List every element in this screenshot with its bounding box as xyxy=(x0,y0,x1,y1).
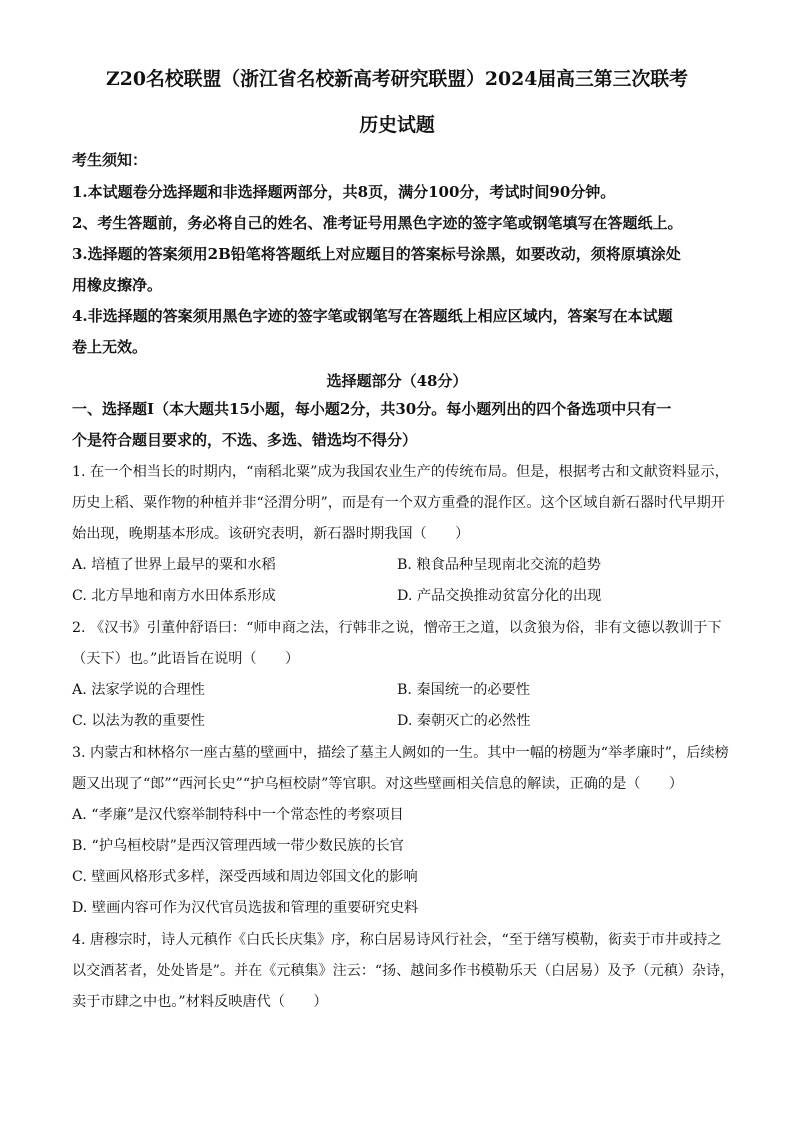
notice-heading: 考生须知： xyxy=(72,151,148,169)
q3-stem-line-1: 3. 内蒙古和林格尔一座古墓的壁画中，描绘了墓主人阙如的一生。其中一幅的榜题为“举孝廉时”，后续榜 xyxy=(72,745,729,761)
q3-option-d: D. 壁画内容可作为汉代官员选拔和管理的重要研究史料 xyxy=(72,900,419,916)
notice-item-4-line-1: 4.非选择题的答案须用黑色字迹的签字笔或钢笔写在答题纸上相应区域内，答案写在本试题 xyxy=(72,307,673,325)
exam-title: Z20名校联盟（浙江省名校新高考研究联盟）2024届高三第三次联考 xyxy=(106,68,688,90)
part1-instruction-line-2: 个是符合题目要求的，不选、多选、错选均不得分） xyxy=(72,431,418,449)
q2-option-b: B. 秦国统一的必要性 xyxy=(397,682,530,698)
q3-option-c: C. 壁画风格形式多样，深受西域和周边邻国文化的影响 xyxy=(72,869,418,885)
q1-stem-line-3: 始出现，晚期基本形成。该研究表明，新石器时期我国（ ） xyxy=(72,526,470,542)
notice-item-1: 1.本试题卷分选择题和非选择题两部分，共8页，满分100分，考试时间90分钟。 xyxy=(72,183,616,201)
part1-instruction-line-1: 一、选择题Ⅰ（本大题共15小题，每小题2分，共30分。每小题列出的四个备选项中只有一 xyxy=(72,400,672,418)
q3-stem-line-2: 题又出现了“郎”“西河长史”“护乌桓校尉”等官职。对这些壁画相关信息的解读，正确的是（ ） xyxy=(72,776,684,792)
q2-option-a: A. 法家学说的合理性 xyxy=(72,682,205,698)
q1-option-d: D. 产品交换推动贫富分化的出现 xyxy=(397,588,602,604)
q1-stem-line-2: 历史上稻、粟作物的种植并非“泾渭分明”，而是有一个双方重叠的混作区。这个区域自新石器时代早期开 xyxy=(72,495,725,511)
section-title: 选择题部分（48分） xyxy=(326,372,468,390)
exam-subtitle: 历史试题 xyxy=(359,114,435,136)
q2-stem-line-1: 2. 《汉书》引董仲舒语曰：“师申商之法，行韩非之说，憎帝王之道，以贪狼为俗，非有文德以教训于下 xyxy=(72,620,722,636)
notice-item-4-line-2: 卷上无效。 xyxy=(72,338,148,356)
notice-item-2: 2、考生答题前，务必将自己的姓名、准考证号用黑色字迹的签字笔或钢笔填写在答题纸上。 xyxy=(72,214,683,232)
q1-option-b: B. 粮食品种呈现南北交流的趋势 xyxy=(397,557,601,573)
q2-option-d: D. 秦朝灭亡的必然性 xyxy=(397,713,531,729)
q2-stem-line-2: （天下）也。”此语旨在说明（ ） xyxy=(72,651,300,667)
q1-option-a: A. 培植了世界上最早的粟和水稻 xyxy=(72,557,276,573)
q3-option-a: A. “孝廉”是汉代察举制特科中一个常态性的考察项目 xyxy=(72,807,404,823)
q4-stem-line-3: 卖于市肆之中也。”材料反映唐代（ ） xyxy=(72,994,328,1010)
q4-stem-line-2: 以交酒茗者，处处皆是”。并在《元稹集》注云：“扬、越间多作书模勒乐天（白居易）及予（元稹）杂诗， xyxy=(72,963,735,979)
notice-item-3-line-2: 用橡皮擦净。 xyxy=(72,276,163,294)
q2-option-c: C. 以法为教的重要性 xyxy=(72,713,205,729)
q1-option-c: C. 北方旱地和南方水田体系形成 xyxy=(72,588,276,604)
q3-option-b: B. “护乌桓校尉”是西汉管理西域一带少数民族的长官 xyxy=(72,838,404,854)
q1-stem-line-1: 1. 在一个相当长的时期内，“南稻北粟”成为我国农业生产的传统布局。但是，根据考古和文献资料显示， xyxy=(72,464,729,480)
q4-stem-line-1: 4. 唐穆宗时，诗人元稹作《白氏长庆集》序，称白居易诗风行社会，“至于缮写模勒，衒卖于市井或持之 xyxy=(72,932,722,948)
notice-item-3-line-1: 3.选择题的答案须用2B铅笔将答题纸上对应题目的答案标号涂黑，如要改动，须将原填涂处 xyxy=(72,245,681,263)
